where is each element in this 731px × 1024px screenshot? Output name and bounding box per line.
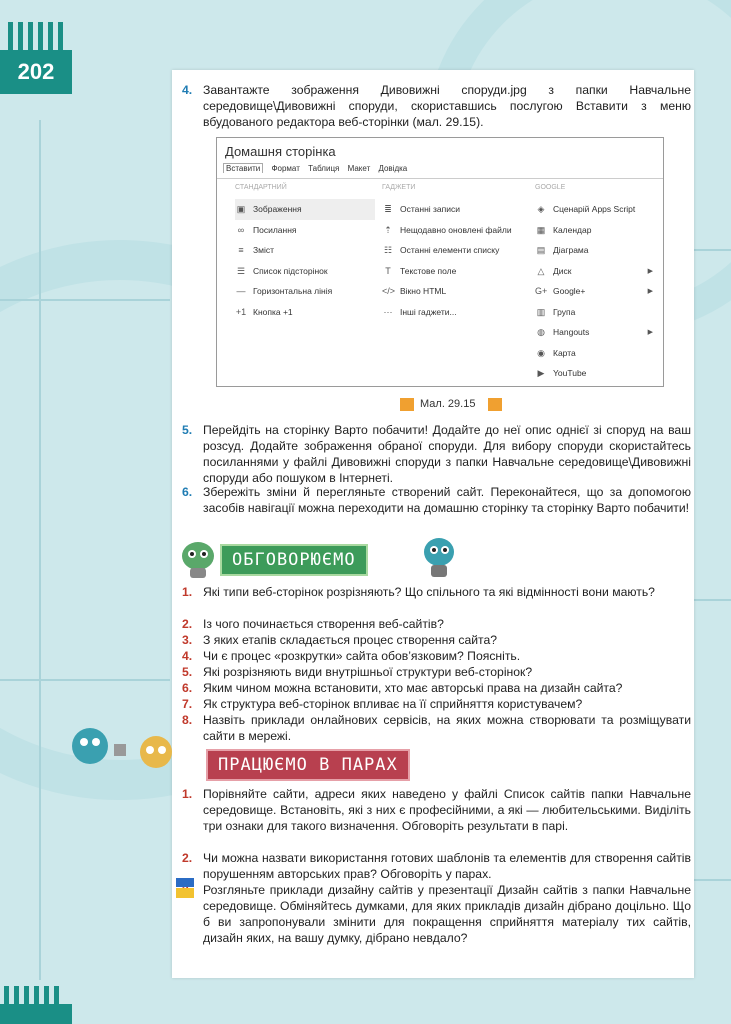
insert-hr-item: — Горизонтальна лінія [236,286,333,297]
google-drive: △ Диск ▶ [535,261,645,282]
google-map: ◉ Карта [535,343,645,364]
google-calendar: ▦ Календар [536,224,592,235]
insert-toc-item: ≡ Зміст [235,240,375,261]
hangouts-icon: ◍ [537,327,545,338]
column-head: ГАДЖЕТИ [382,184,416,191]
gadget-text-box: T Текстове поле [382,261,522,282]
blocks-icon [174,876,196,900]
editor-screenshot [216,137,664,387]
chip-decoration-top [6,22,66,50]
content-page: 4. Завантажте зображення Дивовижні споруди.jpg з папки Навчальне середовище\Дивовижні споруди, скориставшись послугою Вставити з меню вбудованого редактора веб-сторінки (мал. 29.15). Домашня сторінка Вставити Формат Таблиця Макет Довідка СТАНДАРТНИЙ ▣ Зображення ∞ Посилання ≡ Зміст ☰ Список підсторінок — Горизонтальна лінія +1 Кнопка +1 ГАДЖЕТИ ≣ Останні записи ⇡ Нещодавно оновлені файли ☷ Останні елементи списку T Текстове поле </> Вікно HTML ··· Інші гаджети... GOOGLE ◈ Сценарій Apps Script ▦ Календар ▤ Діаграма △ Диск ▶ G+ Google+ ▶ ▥ Група ◍ Hangouts ▶ ◉ Карта ▶ YouTube Мал. 29.15 5. Перейдіть на сторінку Варто побачити! Додайте до неї опис однієї зі споруд на ваш розсуд. Додайте зображення обраної споруди. Для вибору споруди скористайтесь посиланнями у файлі Дивовижні споруди з папки Навчальне середовище\Дивовижні споруди або пошуком в Інтернеті. 6. Збережіть зміни й перегляньте створений сайт. Переконайтеся, що за допомогою засобів навігації можна переходити на домашню сторінку та сторінку Варто побачити! ОБГОВОРЮЄМО 1. Які типи веб-сторінок розрізняють? Що спільного та які відмінності вони мають? 2. Із чого починається створення веб-сайтів? 3. З яких етапів складається процес створення сайта? 4. Чи є процес «розкрутки» сайта обов’язковим? Поясніть. 5. Які розрізняють види внутрішньої структури веб-сторінок? 6. Яким чином можна встановити, хто має авторські права на дизайн сайта? 7. Як структура веб-сторінок впливає на її сприйняття користувачем? 8. Назвіть приклади онлайнових сервісів, на яких можна створювати та розміщувати сайти в мережі. ПРАЦЮЄМО В ПАРАХ 1. Порівняйте сайти, адреси яких наведено у файлі Список сайтів папки Навчальне середовище. Встановіть, які з них є професійними, а які — любительськими. Виділіть три ознаки для такого визначення. Обговоріть результати в парі. 2. Чи можна назвати використання готових шаблонів та елементів для створення сайтів порушенням авторських прав? Обговоріть у парах. Розгляньте приклади дизайну сайтів у презентації Дизайн сайтів з папки Навчальне середовище. Обміняйтесь думками, для яких прикладів дизайн дібрано доцільно. Що б ви запропонували змінити для покращення сприйняття матеріалу тих сайтів, дизайн яких, на вашу думку, дібрано невдало? [172,70,694,978]
teal-robot-illustration [416,532,462,580]
insert-subpages-item: ☰ Список підсторінок [236,265,328,276]
submenu-arrow-icon: ▶ [647,288,653,296]
column-gadgets [382,184,522,322]
chart-icon: ▤ [536,245,546,256]
gadget-recent-posts: ≣ Останні записи [382,199,522,220]
google-youtube: ▶ YouTube [535,363,645,384]
list-icon: ☰ [236,265,246,276]
menu-table: Таблиця [308,164,340,173]
calendar-icon: ▦ [536,224,546,235]
html-icon: </> [382,286,396,297]
green-robot-illustration [176,536,220,580]
google-chart: ▤ Діаграма [536,245,589,256]
submenu-arrow-icon: ▶ [647,267,653,275]
insert-plusone-item: +1 Кнопка +1 [235,306,293,317]
upload-icon: ⇡ [384,224,392,235]
menu-help: Довідка [378,164,408,173]
screenshot-title: Домашня сторінка [225,144,336,159]
more-icon: ··· [383,306,393,317]
group-icon: ▥ [536,306,546,317]
google-apps-script: ◈ Сценарій Apps Script [535,199,645,220]
discuss-section-title: ОБГОВОРЮЄМО [220,544,368,576]
column-standard [235,184,375,322]
plusone-icon: +1 [235,306,247,317]
google-plus: G+ Google+ ▶ [535,286,653,297]
pair-robots-illustration [68,722,178,782]
menu-format: Формат [271,164,300,173]
caption-square-left [400,398,414,411]
toc-icon: ≡ [238,245,244,256]
gplus-icon: G+ [535,286,548,297]
insert-image-item: ▣ Зображення [235,199,375,220]
hr-icon: — [236,286,246,297]
figure-caption: Мал. 29.15 [420,398,476,410]
list-items-icon: ☷ [383,245,393,256]
column-google [535,184,653,384]
text-icon: T [385,265,391,276]
page-number: 202 [0,50,72,94]
gadget-list-items: ☷ Останні елементи списку [383,245,500,256]
column-head: СТАНДАРТНИЙ [235,184,287,191]
column-head: GOOGLE [535,184,566,191]
menu-divider [217,178,663,179]
pairs-section-title: ПРАЦЮЄМО В ПАРАХ [206,749,410,781]
script-icon: ◈ [537,204,545,215]
posts-icon: ≣ [384,204,392,215]
screenshot-menubar [223,164,413,178]
menu-layout: Макет [347,164,371,173]
caption-square-right [488,398,502,411]
google-hangouts: ◍ Hangouts ▶ [535,322,645,343]
link-icon: ∞ [237,224,245,235]
gadget-html-box: </> Вікно HTML [382,286,447,297]
image-icon: ▣ [236,204,246,215]
drive-icon: △ [537,265,545,276]
map-icon: ◉ [537,347,545,358]
gadget-more: ··· Інші гаджети... [383,306,457,317]
chip-decoration-bottom [0,986,72,1024]
menu-insert: Вставити [223,163,263,173]
insert-link-item: ∞ Посилання [235,220,375,241]
youtube-icon: ▶ [537,368,545,379]
google-group: ▥ Група [536,306,576,317]
gadget-updated-files: ⇡ Нещодавно оновлені файли [382,220,522,241]
submenu-arrow-icon: ▶ [647,329,653,337]
